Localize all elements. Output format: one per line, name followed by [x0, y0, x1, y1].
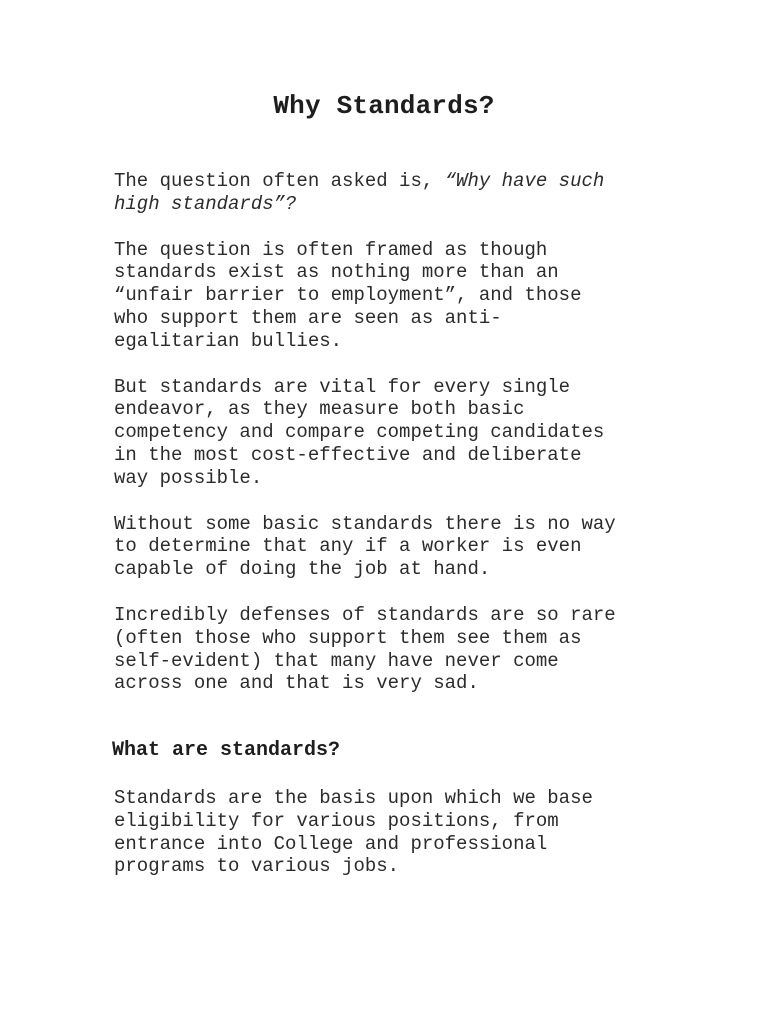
page-title: Why Standards?: [273, 91, 495, 121]
definition-section: [114, 787, 674, 901]
paragraph-without: Without some basic standards there is no way to determine that any if a worker is even capable of doing the job at hand.: [114, 512, 616, 581]
paragraph-defenses: Incredibly defenses of standards are so rare (often those who support them see them as self-evident) that many have never come across one and that is very sad.: [114, 603, 616, 695]
paragraph-framing: The question is often framed as though standards exist as nothing more than an “unfair barrier to employment”, and those who support them are seen as anti- egalitarian bullies.: [114, 238, 582, 352]
section-heading: What are standards?: [112, 739, 341, 762]
paragraph-question-quote: “Why have such high standards”?: [114, 170, 605, 215]
paragraph-question-lead: The question often asked is,: [114, 170, 445, 192]
paragraph-definition: Standards are the basis upon which we base eligibility for various positions, from entrance into College and professional programs to various jobs.: [114, 787, 593, 878]
intro-section: [114, 170, 674, 718]
paragraph-question: [114, 170, 674, 216]
paragraph-vital: But standards are vital for every single endeavor, as they measure both basic competency and compare competing candidates in the most cost-effective and deliberate way possible.: [114, 375, 605, 489]
